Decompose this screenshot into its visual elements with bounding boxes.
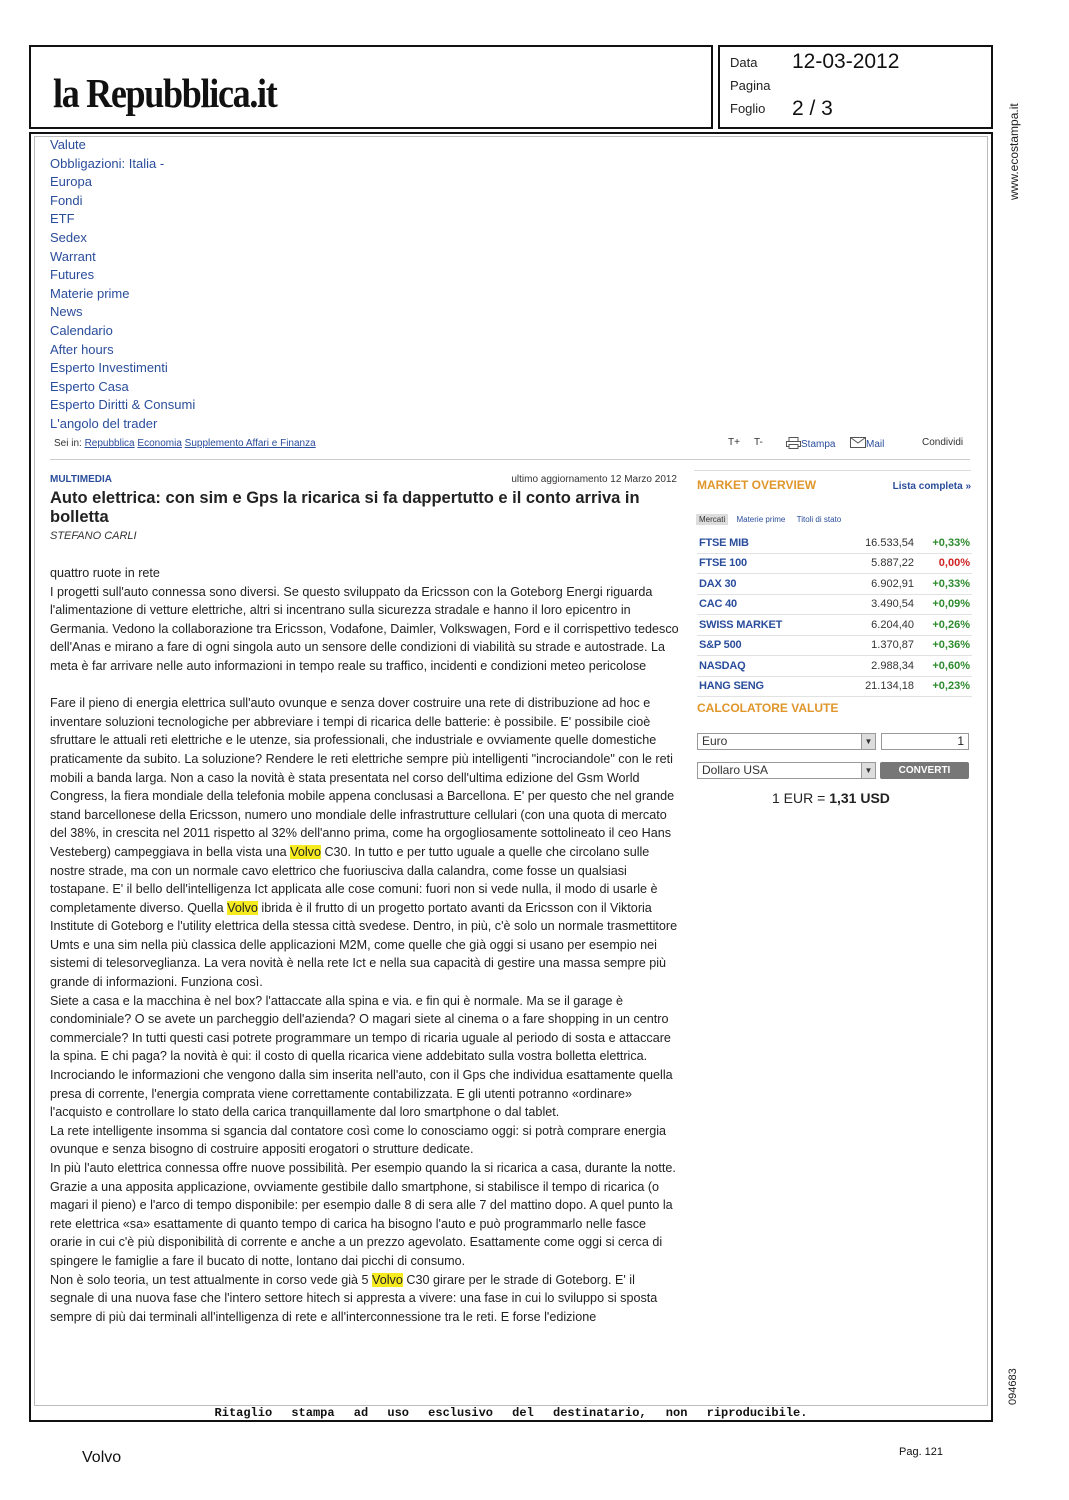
index-change: +0,60% [916, 656, 972, 677]
print-label: Stampa [801, 439, 836, 450]
foglio-label: Foglio [730, 101, 766, 116]
keyword-highlight: Volvo [290, 844, 321, 859]
nav-item-futures[interactable]: Futures [50, 267, 95, 283]
newspaper-logo: la Repubblica.it [53, 70, 277, 116]
nav-item-europa[interactable]: Europa [50, 174, 92, 190]
article-kicker: MULTIMEDIA [50, 474, 113, 485]
foglio-value: 2 / 3 [792, 97, 833, 120]
masthead-box [29, 45, 713, 129]
index-value: 6.204,40 [833, 615, 916, 636]
chevron-down-icon: ▼ [861, 763, 875, 778]
side-url: www.ecostampa.it [1007, 103, 1021, 200]
index-name[interactable]: HANG SENG [697, 676, 833, 697]
keyword-highlight: Volvo [372, 1272, 403, 1287]
clip-meta-box [718, 45, 993, 129]
article-paragraph: Non è solo teoria, un test attualmente in corso vede già 5 Volvo C30 girare per le strade di Goteborg. E' il segnale di una nuova fase che l'intero settore hitech si appresta a vivere: una fase in cui lo sviluppo si sposta sempre di più dai terminali all'intelligenza di rete e all'interconnessione tra le reti. E forse l'edizione [50, 1272, 658, 1324]
rate-value: 1,31 USD [829, 790, 890, 806]
index-change: +0,36% [916, 635, 972, 656]
font-decrease-button[interactable]: T- [754, 437, 763, 448]
tab-mercati[interactable]: Mercati [696, 514, 728, 525]
article-updated: ultimo aggiornamento 12 Marzo 2012 [511, 474, 677, 485]
index-change: +0,33% [916, 574, 972, 595]
data-label: Data [730, 55, 758, 70]
nav-item-sedex[interactable]: Sedex [50, 229, 87, 245]
index-name[interactable]: S&P 500 [697, 635, 833, 656]
article-paragraph: La rete intelligente insomma si sgancia dal contatore così come lo conosciamo oggi: si potrà comprare energia ovunque e senza bisogno di costruire appositi erogatori o strutture dedicate. [50, 1123, 667, 1157]
side-code: 094683 [1007, 1368, 1019, 1405]
mail-icon [850, 437, 866, 448]
keyword-highlight: Volvo [227, 900, 258, 915]
pagina-label: Pagina [730, 78, 771, 93]
nav-item-angolo-trader[interactable]: L'angolo del trader [50, 415, 158, 431]
amount-input[interactable]: 1 [881, 733, 969, 750]
finance-nav [50, 136, 195, 434]
index-name[interactable]: SWISS MARKET [697, 615, 833, 636]
data-value: 12-03-2012 [792, 50, 900, 73]
currency-calculator-title: CALCOLATORE VALUTE [697, 701, 839, 715]
index-name[interactable]: CAC 40 [697, 594, 833, 615]
breadcrumb [54, 438, 316, 449]
conversion-result [772, 790, 890, 806]
breadcrumb-economia[interactable]: Economia [137, 438, 182, 449]
article-paragraph: Siete a casa e la macchina è nel box? l'attaccate alla spina e via. e fin qui è normale. Ma se il garage è condominiale? O se avete un parcheggio dell'azienda? O magari siete al cinema o a fare shopping in un centro commerciale? In tutti questi casi potrete programmare un tempo di ricaria uguale al periodo di sosta e attaccare la spina. E chi paga? la novità è qui: il costo di quella ricarica viene addebitato sulla vostra bolletta elettrica. Incrociando le informazioni che vengono dalla sim inserita nell'auto, con il Gps che individua esattamente quella presa di corrente, l'energia comprata viene correttamente contabilizzata. E gli utenti potranno «ordinare» l'acquisto e controllare lo stato della carica tranquillamente dal loro smartphone o dal tablet. [50, 993, 673, 1120]
table-row [697, 533, 972, 553]
table-row [697, 553, 972, 574]
nav-item-after-hours[interactable]: After hours [50, 341, 114, 357]
nav-item-etf[interactable]: ETF [50, 211, 75, 227]
from-currency-select[interactable] [697, 733, 876, 750]
breadcrumb-prefix: Sei in: [54, 438, 82, 449]
market-overview-title: MARKET OVERVIEW [697, 478, 817, 492]
printer-icon [786, 437, 801, 449]
article-paragraph: I progetti sull'auto connessa sono diversi. Se questo sviluppato da Ericsson con la Goteborg Energi riguarda l'alimentazione di vetture elettriche, altri si incentrano sulla sicurezza stradale e hanno il loro epicentro in Germania. Vedono la collaborazione tra Ericsson, Vodafone, Daimler, Volkswagen, Ford e il corrispettivo tedesco dell'Anas e mirano a fare di ogni singola auto un sensore delle condizioni di viabilità su strade e autostrade. La meta è far arrivare nelle auto informazioni in tempo reale su traffico, incidenti e condizioni meteo pericolose [50, 584, 679, 673]
article-author: STEFANO CARLI [50, 530, 137, 542]
table-row [697, 594, 972, 615]
index-change: +0,09% [916, 594, 972, 615]
article-paragraph: quattro ruote in rete [50, 566, 160, 580]
convert-button[interactable]: CONVERTI [880, 762, 969, 779]
breadcrumb-repubblica[interactable]: Repubblica [84, 438, 135, 449]
nav-item-calendario[interactable]: Calendario [50, 322, 113, 338]
article-paragraph: Fare il pieno di energia elettrica sull'auto ovunque e senza dover costruire una rete di distribuzione ad hoc e inventare soluzioni tecnologiche per abbreviare i tempi di ricarica delle batterie: è possibile. E' possibile cioè sfruttare le attuali reti elettriche e le utenze, sia professionali, che industriale e ovviamente quelle domestiche praticamente da subito. La soluzione? Rendere le reti elettriche sempre più intelligenti "incrociandole" con le reti mobili a banda larga. Non a caso la novità è stata presentata nel corso dell'ultima edizione del Gsm World Congress, la fiera mondiale della telefonia mobile appena conclusasi a Barcellona. E' per questo che nel grande stand barcellonese della Ericsson, numero uno mondiale delle infrastrutture cellulari (con una quota di mercato del 38%, in crescita nel 2011 rispetto al 32% dell'anno prima, come ha orgogliosamente sottolineato il ceo Hans Vesteberg) campeggiava in bella vista una Volvo C30. In tutto e per tutto uguale a quelle che circolano sulle nostre strade, ma con un normale cavo elettrico che fuoriusciva dalla calandra, come fosse un qualsiasi tostapane. E' il bello dell'intelligenza Ict applicata alle cose comuni: fuori non si vede nulla, il modo di usarle è completamente diverso. Quella Volvo ibrida è il frutto di un progetto portato avanti da Ericsson con il Viktoria Institute di Goteborg e l'utility elettrica della stessa città svedese. Dentro, in più, c'è solo un normale trasmettitore Umts e una sim nella più classica delle applicazioni M2M, come quelle che già oggi si usano per esempio nei sistemi di telesorveglianza. La vera novità è nella rete Ict e nella sua capacità di gestire una massa sempre più grande di informazioni. Funziona così. [50, 696, 678, 990]
share-button[interactable]: Condividi [922, 437, 964, 448]
index-value: 5.887,22 [833, 553, 916, 574]
full-list-link[interactable]: Lista completa » [892, 481, 971, 492]
clipping-disclaimer: Ritaglio stampa ad uso esclusivo del destinatario, non riproducibile. [214, 1406, 808, 1420]
index-change: 0,00% [916, 553, 972, 574]
nav-item-materie-prime[interactable]: Materie prime [50, 285, 130, 301]
index-value: 16.533,54 [833, 533, 916, 553]
index-name[interactable]: NASDAQ [697, 656, 833, 677]
table-row [697, 615, 972, 636]
index-value: 3.490,54 [833, 594, 916, 615]
nav-item-fondi[interactable]: Fondi [50, 192, 83, 208]
index-value: 6.902,91 [833, 574, 916, 595]
article-title: Auto elettrica: con sim e Gps la ricarica si fa dappertutto e il conto arriva in bolletta [50, 489, 640, 526]
table-row [697, 574, 972, 595]
font-increase-button[interactable]: T+ [728, 437, 740, 448]
market-table [697, 533, 972, 697]
from-currency-value: Euro [702, 734, 728, 748]
index-name[interactable]: FTSE 100 [697, 553, 833, 574]
article-paragraph: In più l'auto elettrica connessa offre nuove possibilità. Per esempio quando la si ricarica a casa, durante la notte. Grazie a una apposita applicazione, ovviamente gestibile dallo smartphone, si stabilisce il tempo di ricarica (o magari il pieno) e l'arco di tempo disponibile: per esempio dalle 8 di sera alle 7 del mattino dopo. A quel punto la rete elettrica «sa» esattamente di quanto tempo di carica ha bisogno l'auto e può programmarlo nelle fasce orarie in cui c'è più disponibilità di corrente e anche a un prezzo agevolato. Esattamente come oggi si cerca di spingere le famiglie a fare il bucato di notte, lontano dai picchi di consumo. [50, 1161, 676, 1268]
index-value: 1.370,87 [833, 635, 916, 656]
mail-button[interactable] [850, 437, 884, 450]
index-name[interactable]: DAX 30 [697, 574, 833, 595]
chevron-down-icon: ▼ [861, 734, 875, 749]
print-button[interactable] [786, 437, 835, 450]
tab-materie-prime[interactable]: Materie prime [736, 515, 786, 524]
nav-item-esperto-investimenti[interactable]: Esperto Investimenti [50, 360, 168, 376]
rate-prefix: 1 EUR = [772, 790, 826, 806]
tab-titoli-di-stato[interactable]: Titoli di stato [796, 515, 842, 524]
index-change: +0,33% [916, 533, 972, 553]
index-change: +0,23% [916, 676, 972, 697]
nav-item-obbligazioni[interactable]: Obbligazioni: Italia - [50, 155, 165, 171]
nav-item-esperto-casa[interactable]: Esperto Casa [50, 378, 129, 394]
table-row [697, 676, 972, 697]
to-currency-value: Dollaro USA [702, 763, 769, 777]
index-value: 21.134,18 [833, 676, 916, 697]
market-tabs [696, 514, 847, 525]
table-row [697, 656, 972, 677]
article-body [50, 564, 680, 1326]
to-currency-select[interactable] [697, 762, 876, 779]
divider [50, 459, 970, 460]
nav-item-news[interactable]: News [50, 304, 83, 320]
index-name[interactable]: FTSE MIB [697, 533, 833, 553]
index-value: 2.988,34 [833, 656, 916, 677]
table-row [697, 635, 972, 656]
nav-item-warrant[interactable]: Warrant [50, 248, 96, 264]
client-brand: Volvo [82, 1449, 122, 1466]
index-change: +0,26% [916, 615, 972, 636]
nav-item-valute[interactable]: Valute [50, 137, 86, 152]
nav-item-esperto-diritti[interactable]: Esperto Diritti & Consumi [50, 397, 196, 413]
page-number: Pag. 121 [899, 1446, 944, 1458]
sidebar-divider [694, 470, 971, 471]
breadcrumb-affari-finanza[interactable]: Supplemento Affari e Finanza [184, 438, 316, 449]
mail-label: Mail [866, 439, 885, 450]
